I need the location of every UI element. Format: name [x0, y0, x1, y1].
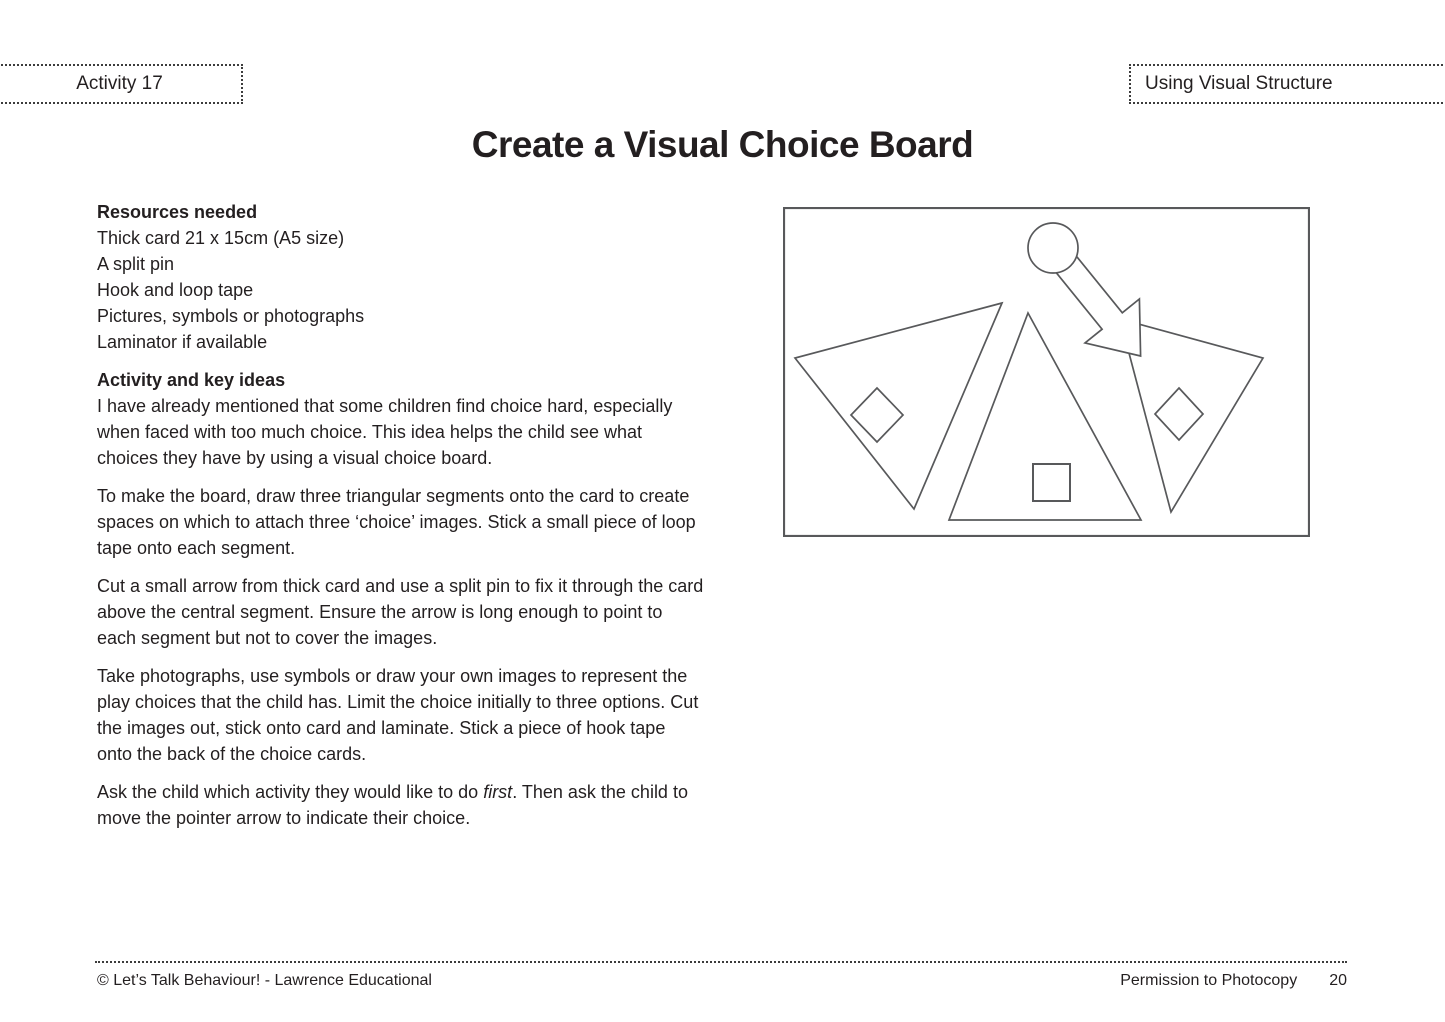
- activity-paragraph: Take photographs, use symbols or draw your own images to represent the play choices that the child has. Limit the choice initially to three options. Cut the images out, stick onto card and laminate. Stick a piece of hook tape onto the back of the choice cards.: [97, 666, 699, 764]
- resource-item: Thick card 21 x 15cm (A5 size): [97, 228, 345, 248]
- final-paragraph-text-after: . Then ask the child to move the pointer arrow to indicate their choice.: [97, 782, 688, 828]
- final-paragraph-italic-word: first: [483, 782, 513, 802]
- footer-divider: [95, 961, 1347, 963]
- resource-item: Laminator if available: [97, 332, 268, 352]
- activity-paragraph: I have already mentioned that some children find choice hard, especially when faced with too much choice. This idea helps the child see what choices they have by using a visual choice board.: [97, 396, 673, 468]
- resource-item: A split pin: [97, 254, 175, 274]
- footer-permission-area: [1120, 972, 1347, 990]
- resource-item: Hook and loop tape: [97, 280, 254, 300]
- topic-label: Using Visual Structure: [1145, 73, 1333, 94]
- choice-board-diagram: [783, 207, 1310, 537]
- page-title: Create a Visual Choice Board: [471, 124, 974, 165]
- split-pin-circle: [1028, 223, 1078, 273]
- resources-heading: Resources needed: [97, 202, 258, 222]
- final-paragraph-text-before: Ask the child which activity they would like to do: [97, 782, 484, 802]
- topic-box: [1129, 64, 1445, 104]
- activity-number-box: [0, 64, 243, 104]
- activity-number-label: Activity 17: [76, 73, 163, 94]
- center-square-placeholder: [1033, 464, 1070, 501]
- footer-copyright: © Let’s Talk Behaviour! - Lawrence Educational: [97, 972, 432, 989]
- body-text-column: [97, 199, 704, 831]
- resource-item: Pictures, symbols or photographs: [97, 306, 365, 326]
- activity-paragraph-final: [97, 779, 704, 831]
- activity-paragraph: To make the board, draw three triangular segments onto the card to create spaces on which to attach three ‘choice’ images. Stick a small piece of loop tape onto each segment.: [97, 486, 696, 558]
- activity-paragraph: Cut a small arrow from thick card and use a split pin to fix it through the card above the central segment. Ensure the arrow is long enough to point to each segment but not to cover the images.: [97, 576, 704, 648]
- footer-page-number: 20: [1329, 972, 1347, 989]
- footer-permission-label: Permission to Photocopy: [1120, 972, 1298, 989]
- activity-heading: Activity and key ideas: [97, 370, 286, 390]
